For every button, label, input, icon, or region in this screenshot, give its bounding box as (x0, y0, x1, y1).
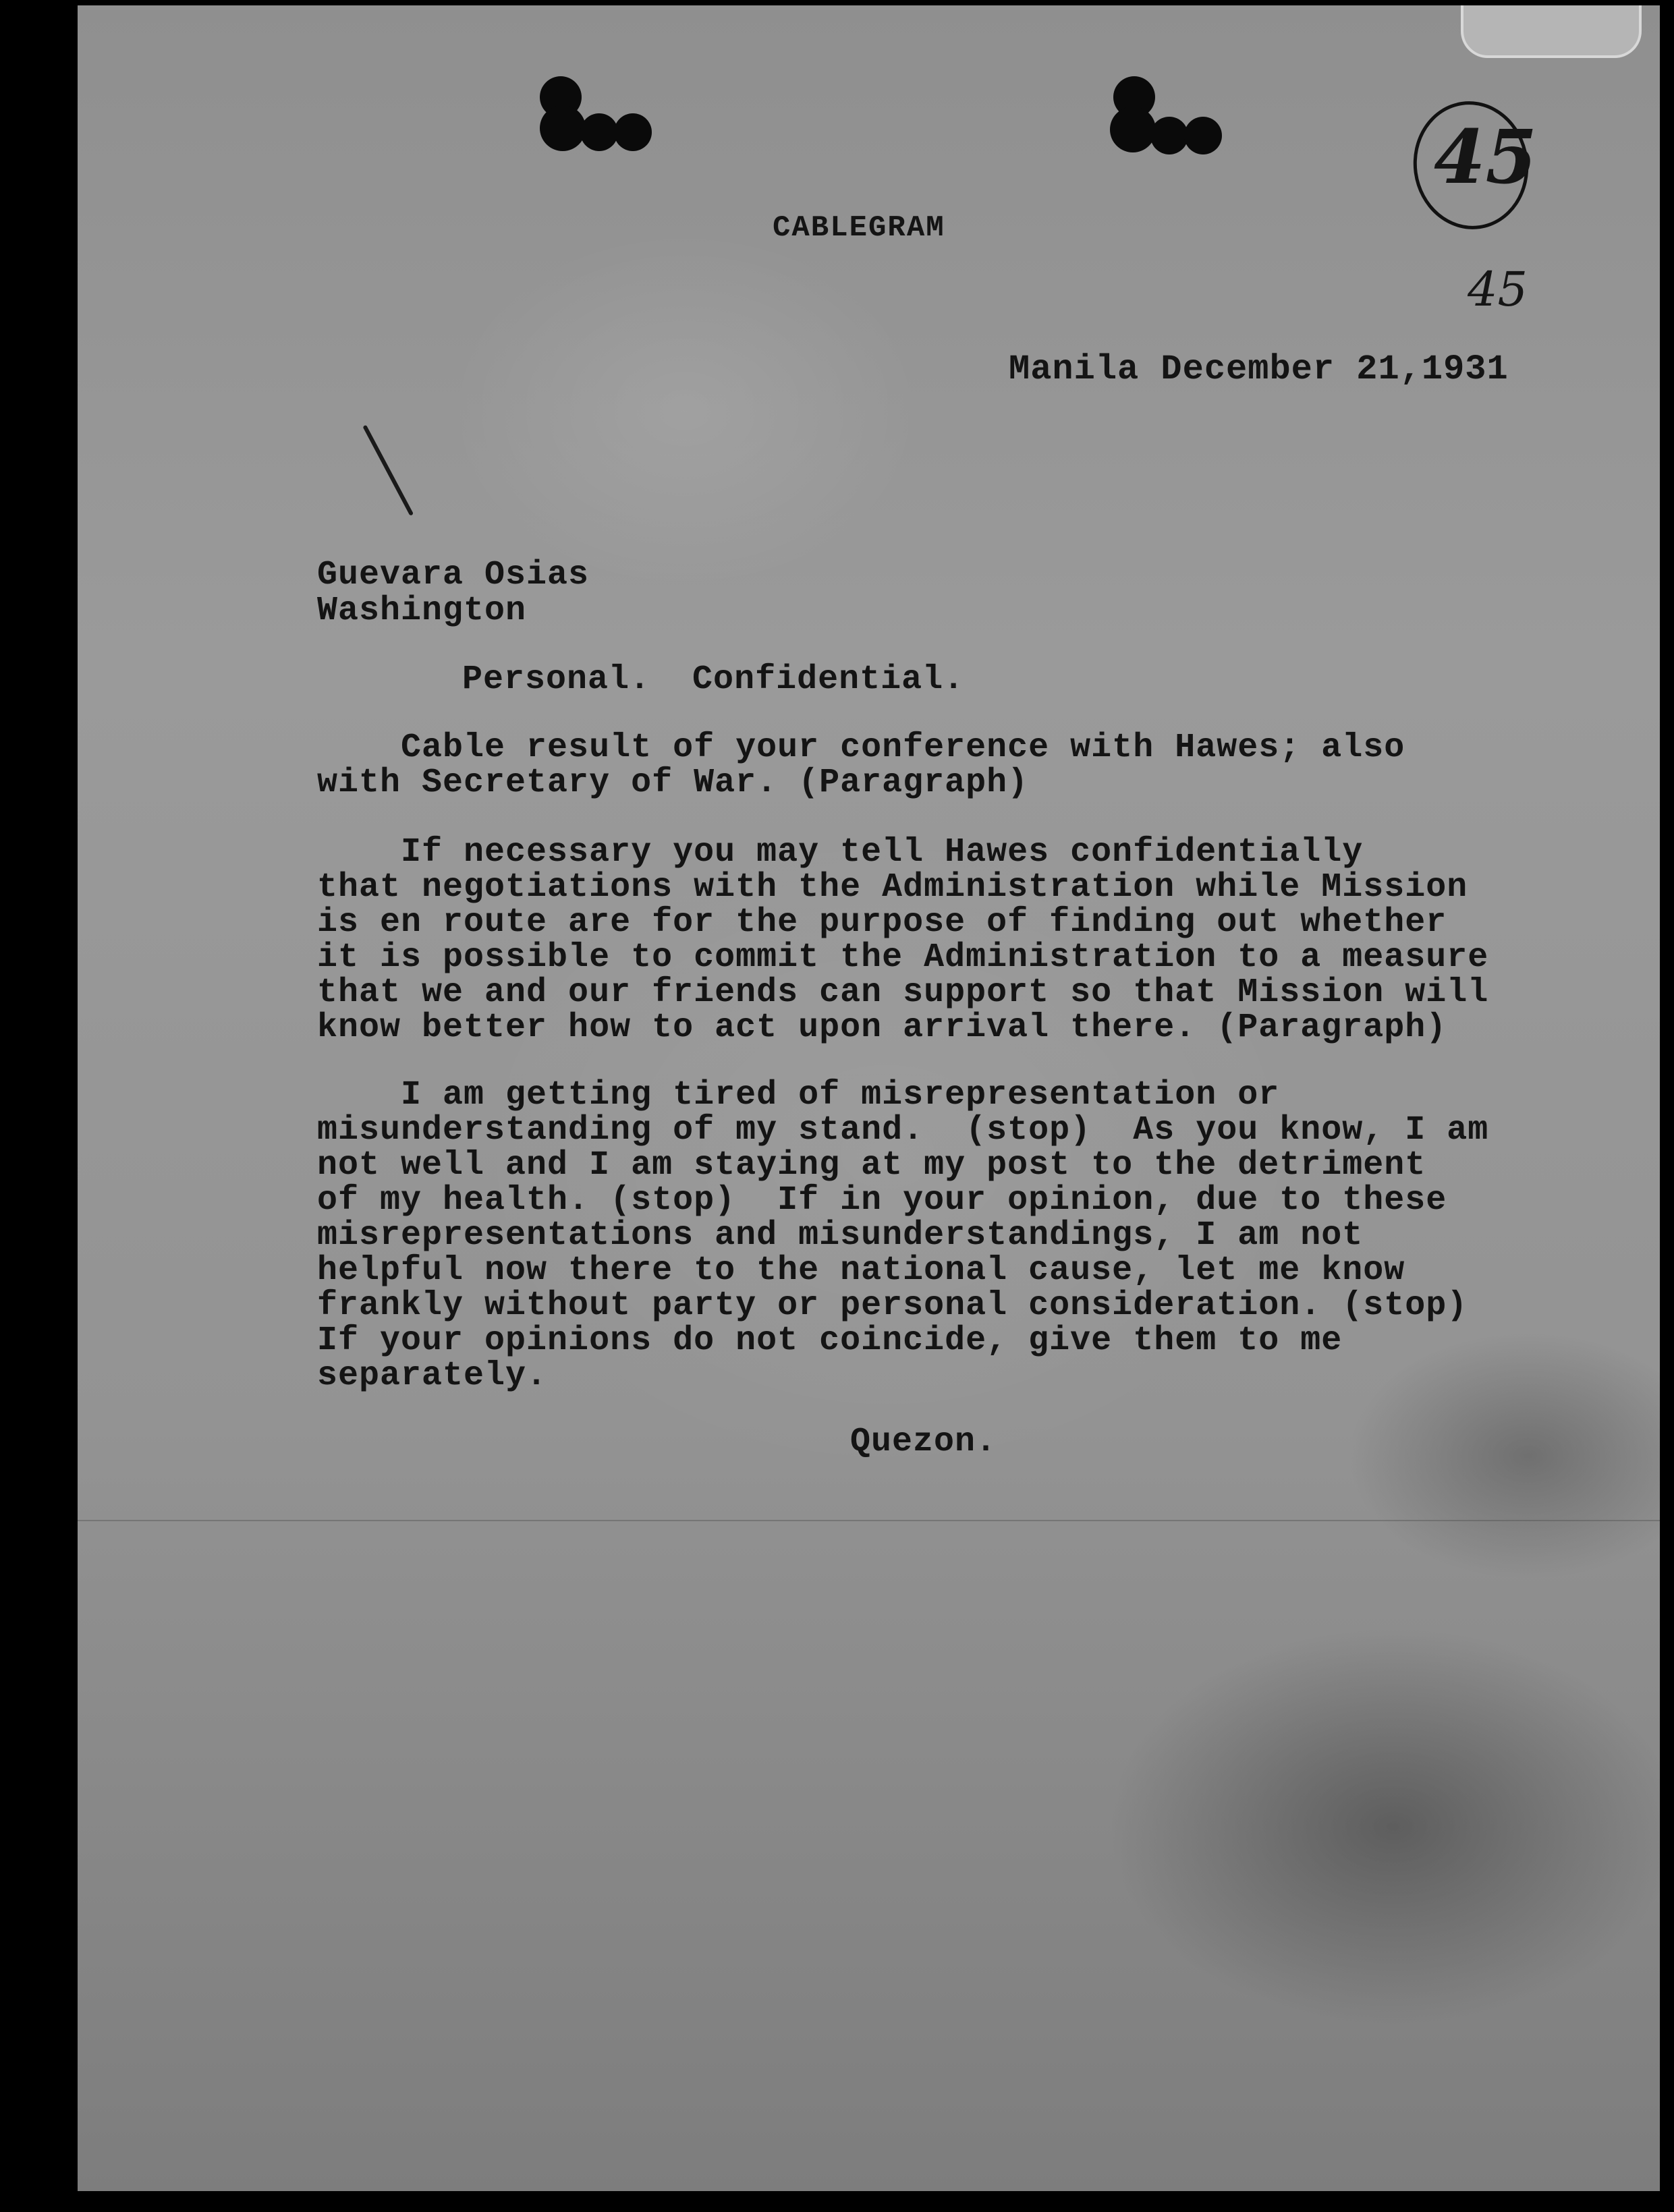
punch-hole (580, 113, 618, 151)
fold-crease (78, 1520, 1660, 1521)
date-line: Manila December 21,1931 (1009, 349, 1509, 389)
page-number: 45 (1468, 262, 1528, 317)
cablegram-page (78, 5, 1660, 2191)
punch-hole (614, 113, 652, 151)
circled-page-number: 45 (1434, 113, 1538, 200)
body-paragraph-3: I am getting tired of misrepresentation or misunderstanding of my stand. (stop) As you know, I am not well and I am staying at my post to the detriment of my health. (stop) If in your opinion, due to these misrepresentations and misunderstandings, I am not helpful now there to the national cause, let me know frankly without party or personal consideration. (stop) If your opinions do not coincide, give them to me separately. (317, 1076, 1489, 1395)
punch-hole (540, 105, 586, 151)
document-heading: CABLEGRAM (773, 211, 945, 245)
subject-line: Personal. Confidential. (462, 660, 965, 699)
paper-clip-mark (1461, 5, 1642, 58)
pencil-stroke (362, 425, 414, 516)
signature: Quezon. (850, 1423, 997, 1461)
punch-hole (1150, 117, 1188, 154)
body-paragraph-1: Cable result of your conference with Hawes; also with Secretary of War. (Paragraph) (317, 729, 1405, 802)
addressee-city: Washington (317, 592, 527, 630)
punch-hole (1184, 117, 1222, 154)
body-paragraph-2: If necessary you may tell Hawes confidentially that negotiations with the Administration while Mission is en route are for the purpose of finding out whether it is possible to commit the Administration to a measure that we and our friends can support so that Mission will know better how to act upon arrival there. (Paragraph) (317, 833, 1489, 1047)
punch-hole (1110, 107, 1156, 152)
addressee-name: Guevara Osias (317, 556, 590, 594)
